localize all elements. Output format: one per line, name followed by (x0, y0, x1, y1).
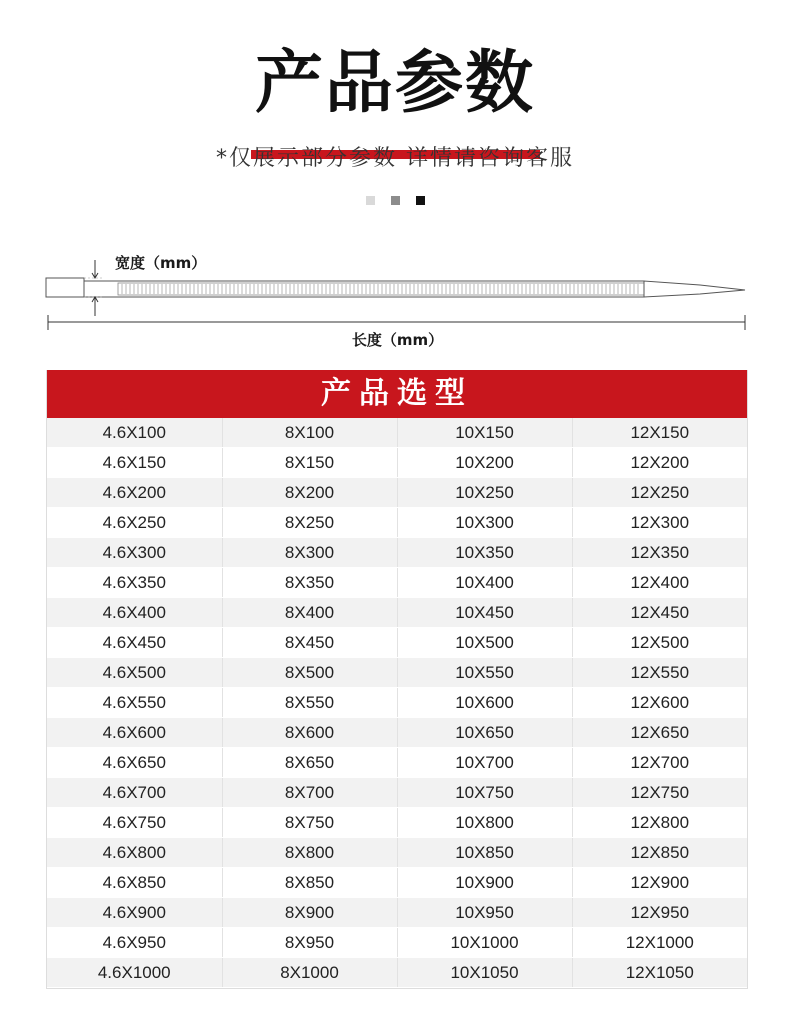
table-cell: 8X650 (222, 748, 397, 778)
table-cell: 4.6X600 (47, 718, 222, 748)
table-cell: 10X700 (397, 748, 572, 778)
table-cell: 10X550 (397, 658, 572, 688)
table-cell: 4.6X1000 (47, 958, 222, 988)
table-cell: 4.6X850 (47, 868, 222, 898)
title-block (0, 40, 790, 130)
table-cell: 4.6X150 (47, 448, 222, 478)
table-row (47, 598, 747, 628)
page-title: 产品参数 (254, 44, 535, 123)
pager-dot (366, 196, 375, 205)
table-row (47, 928, 747, 958)
table-cell: 10X350 (397, 538, 572, 568)
table-cell: 4.6X800 (47, 838, 222, 868)
table-cell: 12X550 (572, 658, 747, 688)
table-cell: 12X800 (572, 808, 747, 838)
table-cell: 10X150 (397, 418, 572, 448)
table-row (47, 838, 747, 868)
table-cell: 10X500 (397, 628, 572, 658)
table-cell: 4.6X700 (47, 778, 222, 808)
table-row (47, 748, 747, 778)
table-cell: 4.6X750 (47, 808, 222, 838)
length-label: 长度（mm） (351, 331, 444, 349)
table-row (47, 538, 747, 568)
table-cell: 10X800 (397, 808, 572, 838)
table-cell: 8X850 (222, 868, 397, 898)
table-cell: 10X850 (397, 838, 572, 868)
table-row (47, 688, 747, 718)
table-cell: 8X100 (222, 418, 397, 448)
table-cell: 4.6X200 (47, 478, 222, 508)
cable-tie-diagram (40, 250, 755, 360)
table-cell: 12X1000 (572, 928, 747, 958)
table-cell: 12X400 (572, 568, 747, 598)
table-row (47, 778, 747, 808)
pager-dot (416, 196, 425, 205)
table-row (47, 718, 747, 748)
table-cell: 8X150 (222, 448, 397, 478)
table-cell: 10X1000 (397, 928, 572, 958)
table-cell: 12X200 (572, 448, 747, 478)
table-cell: 10X250 (397, 478, 572, 508)
table-cell: 10X200 (397, 448, 572, 478)
table-cell: 12X750 (572, 778, 747, 808)
table-title: 产品选型 (47, 370, 747, 418)
table-row (47, 898, 747, 928)
table-row (47, 448, 747, 478)
table-cell: 8X900 (222, 898, 397, 928)
table-cell: 4.6X450 (47, 628, 222, 658)
table-cell: 12X250 (572, 478, 747, 508)
spec-table (46, 370, 748, 989)
table-cell: 8X750 (222, 808, 397, 838)
table-cell: 8X800 (222, 838, 397, 868)
table-cell: 8X200 (222, 478, 397, 508)
table-cell: 10X950 (397, 898, 572, 928)
table-row (47, 508, 747, 538)
table-cell: 8X300 (222, 538, 397, 568)
table-cell: 8X1000 (222, 958, 397, 988)
table-cell: 12X650 (572, 718, 747, 748)
table-cell: 4.6X350 (47, 568, 222, 598)
table-cell: 12X600 (572, 688, 747, 718)
table-row (47, 478, 747, 508)
table-cell: 10X400 (397, 568, 572, 598)
table-cell: 10X300 (397, 508, 572, 538)
table-cell: 8X450 (222, 628, 397, 658)
width-label: 宽度（mm） (115, 254, 207, 272)
table-cell: 12X950 (572, 898, 747, 928)
table-cell: 12X900 (572, 868, 747, 898)
table-cell: 4.6X650 (47, 748, 222, 778)
table-cell: 12X450 (572, 598, 747, 628)
table-cell: 4.6X900 (47, 898, 222, 928)
table-cell: 12X1050 (572, 958, 747, 988)
table-cell: 4.6X400 (47, 598, 222, 628)
pager-dot (391, 196, 400, 205)
table-row (47, 868, 747, 898)
table-cell: 8X500 (222, 658, 397, 688)
table-cell: 12X500 (572, 628, 747, 658)
table-cell: 8X950 (222, 928, 397, 958)
table-cell: 10X450 (397, 598, 572, 628)
table-cell: 4.6X550 (47, 688, 222, 718)
table-row (47, 418, 747, 448)
table-cell: 12X850 (572, 838, 747, 868)
table-row (47, 808, 747, 838)
table-row (47, 568, 747, 598)
table-cell: 10X750 (397, 778, 572, 808)
table-cell: 4.6X500 (47, 658, 222, 688)
table-cell: 12X350 (572, 538, 747, 568)
table-cell: 10X1050 (397, 958, 572, 988)
table-row (47, 628, 747, 658)
table-cell: 8X550 (222, 688, 397, 718)
table-cell: 10X650 (397, 718, 572, 748)
table-cell: 12X700 (572, 748, 747, 778)
table-cell: 8X400 (222, 598, 397, 628)
table-cell: 12X150 (572, 418, 747, 448)
table-cell: 4.6X250 (47, 508, 222, 538)
table-cell: 4.6X950 (47, 928, 222, 958)
table-cell: 10X900 (397, 868, 572, 898)
table-cell: 8X350 (222, 568, 397, 598)
table-cell: 4.6X100 (47, 418, 222, 448)
table-row (47, 658, 747, 688)
table-cell: 4.6X300 (47, 538, 222, 568)
table-row (47, 958, 747, 988)
page-subtitle: *仅展示部分参数 详情请咨询客服 (216, 146, 574, 171)
table-cell: 8X250 (222, 508, 397, 538)
table-cell: 8X600 (222, 718, 397, 748)
table-cell: 8X700 (222, 778, 397, 808)
table-cell: 10X600 (397, 688, 572, 718)
spec-grid (47, 418, 747, 988)
table-cell: 12X300 (572, 508, 747, 538)
